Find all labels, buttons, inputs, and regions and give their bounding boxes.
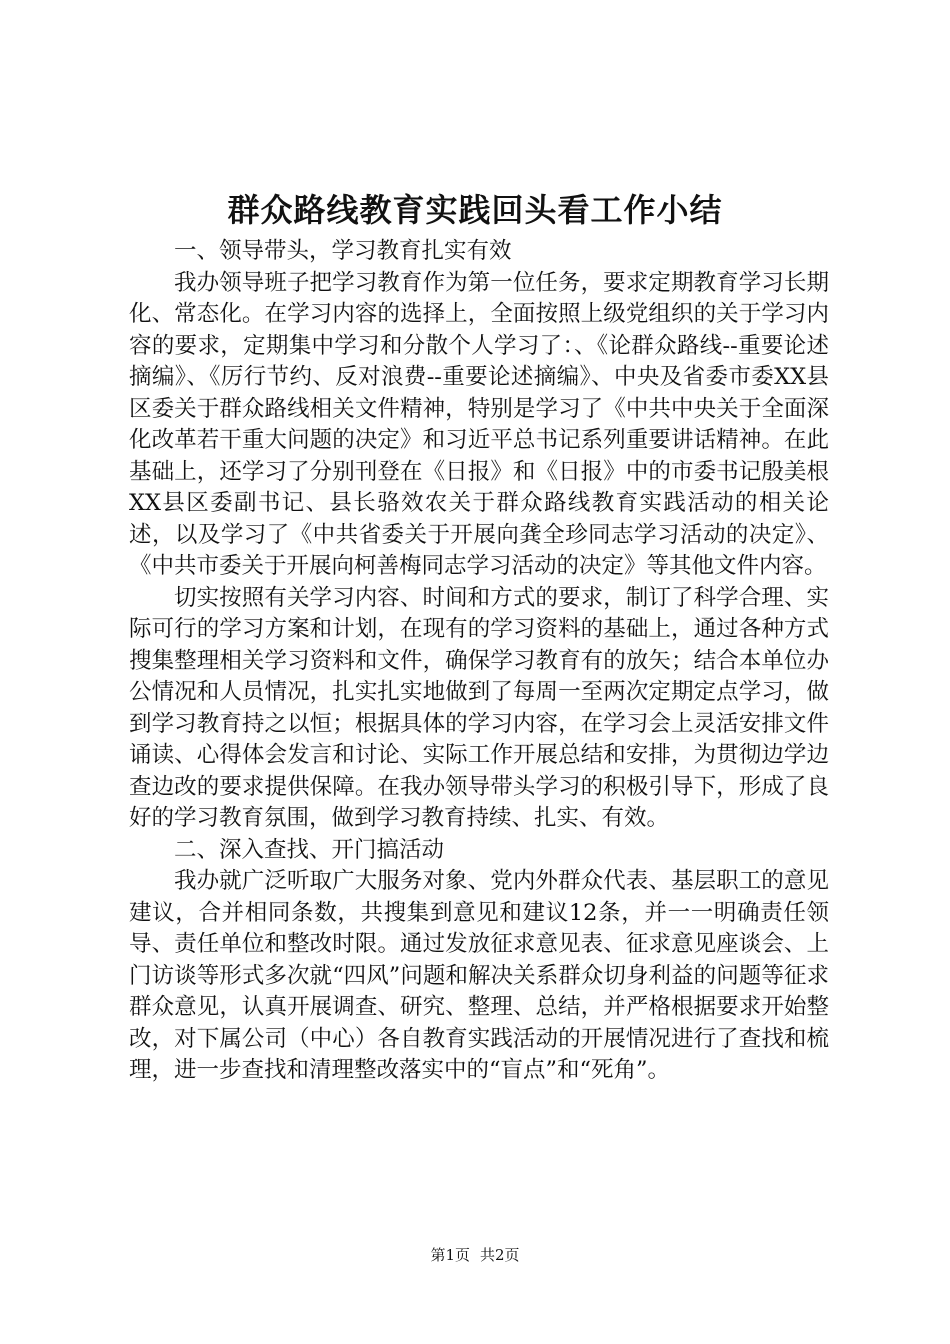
paragraph-opinions: 我办就广泛听取广大服务对象、党内外群众代表、基层职工的意见建议，合并相同条数，共搜集到意见和建议12条，并一一明确责任领导、责任单位和整改时限。通过发放征求意见表、征求意见座谈会、上门访谈等形式多次就“四风”问题和解决关系群众切身利益的问题等征求群众意见，认真开展调查、研究、整理、总结，并严格根据要求开始整改，对下属公司（中心）各自教育实践活动的开展情况进行了查找和梳理，进一步查找和清理整改落实中的“盲点”和“死角”。 [129,868,829,1083]
section-heading-1: 一、领导带头，学习教育扎实有效 [174,238,512,264]
section-heading-2: 二、深入查找、开门搞活动 [174,836,445,863]
page-footer [0,1244,950,1266]
document-body [129,236,829,1087]
paragraph-study-content: 我办领导班子把学习教育作为第一位任务，要求定期教育学习长期化、常态化。在学习内容的选择上，全面按照上级党组织的关于学习内容的要求，定期集中学习和分散个人学习了：、《论群众路线--重要论述摘编》、《厉行节约、反对浪费--重要论述摘编》、中央及省委市委XX县区委关于群众路线相关文件精神，特别是学习了《中共中央关于全面深化改革若干重大问题的决定》和习近平总书记系列重要讲话精神。在此基础上，还学习了分别刊登在《日报》和《日报》中的市委书记殷美根XX县区委副书记、县长骆效农关于群众路线教育实践活动的相关论述，以及学习了《中共省委关于开展向龚全珍同志学习活动的决定》、《中共市委关于开展向柯善梅同志学习活动的决定》等其他文件内容。 [129,269,829,579]
page-total: 共2页 [480,1246,520,1264]
page-number: 第1页 [430,1246,470,1264]
paragraph-study-plan: 切实按照有关学习内容、时间和方式的要求，制订了科学合理、实际可行的学习方案和计划，在现有的学习资料的基础上，通过各种方式搜集整理相关学习资料和文件，确保学习教育有的放矢；结合本单位办公情况和人员情况，扎实扎实地做到了每周一至两次定期定点学习，做到学习教育持之以恒；根据具体的学习内容，在学习会上灵活安排文件诵读、心得体会发言和讨论、实际工作开展总结和安排，为贯彻边学边查边改的要求提供保障。在我办领导带头学习的积极引导下，形成了良好的学习教育氛围，做到学习教育持续、扎实、有效。 [129,584,829,831]
document-title: 群众路线教育实践回头看工作小结 [227,191,723,229]
